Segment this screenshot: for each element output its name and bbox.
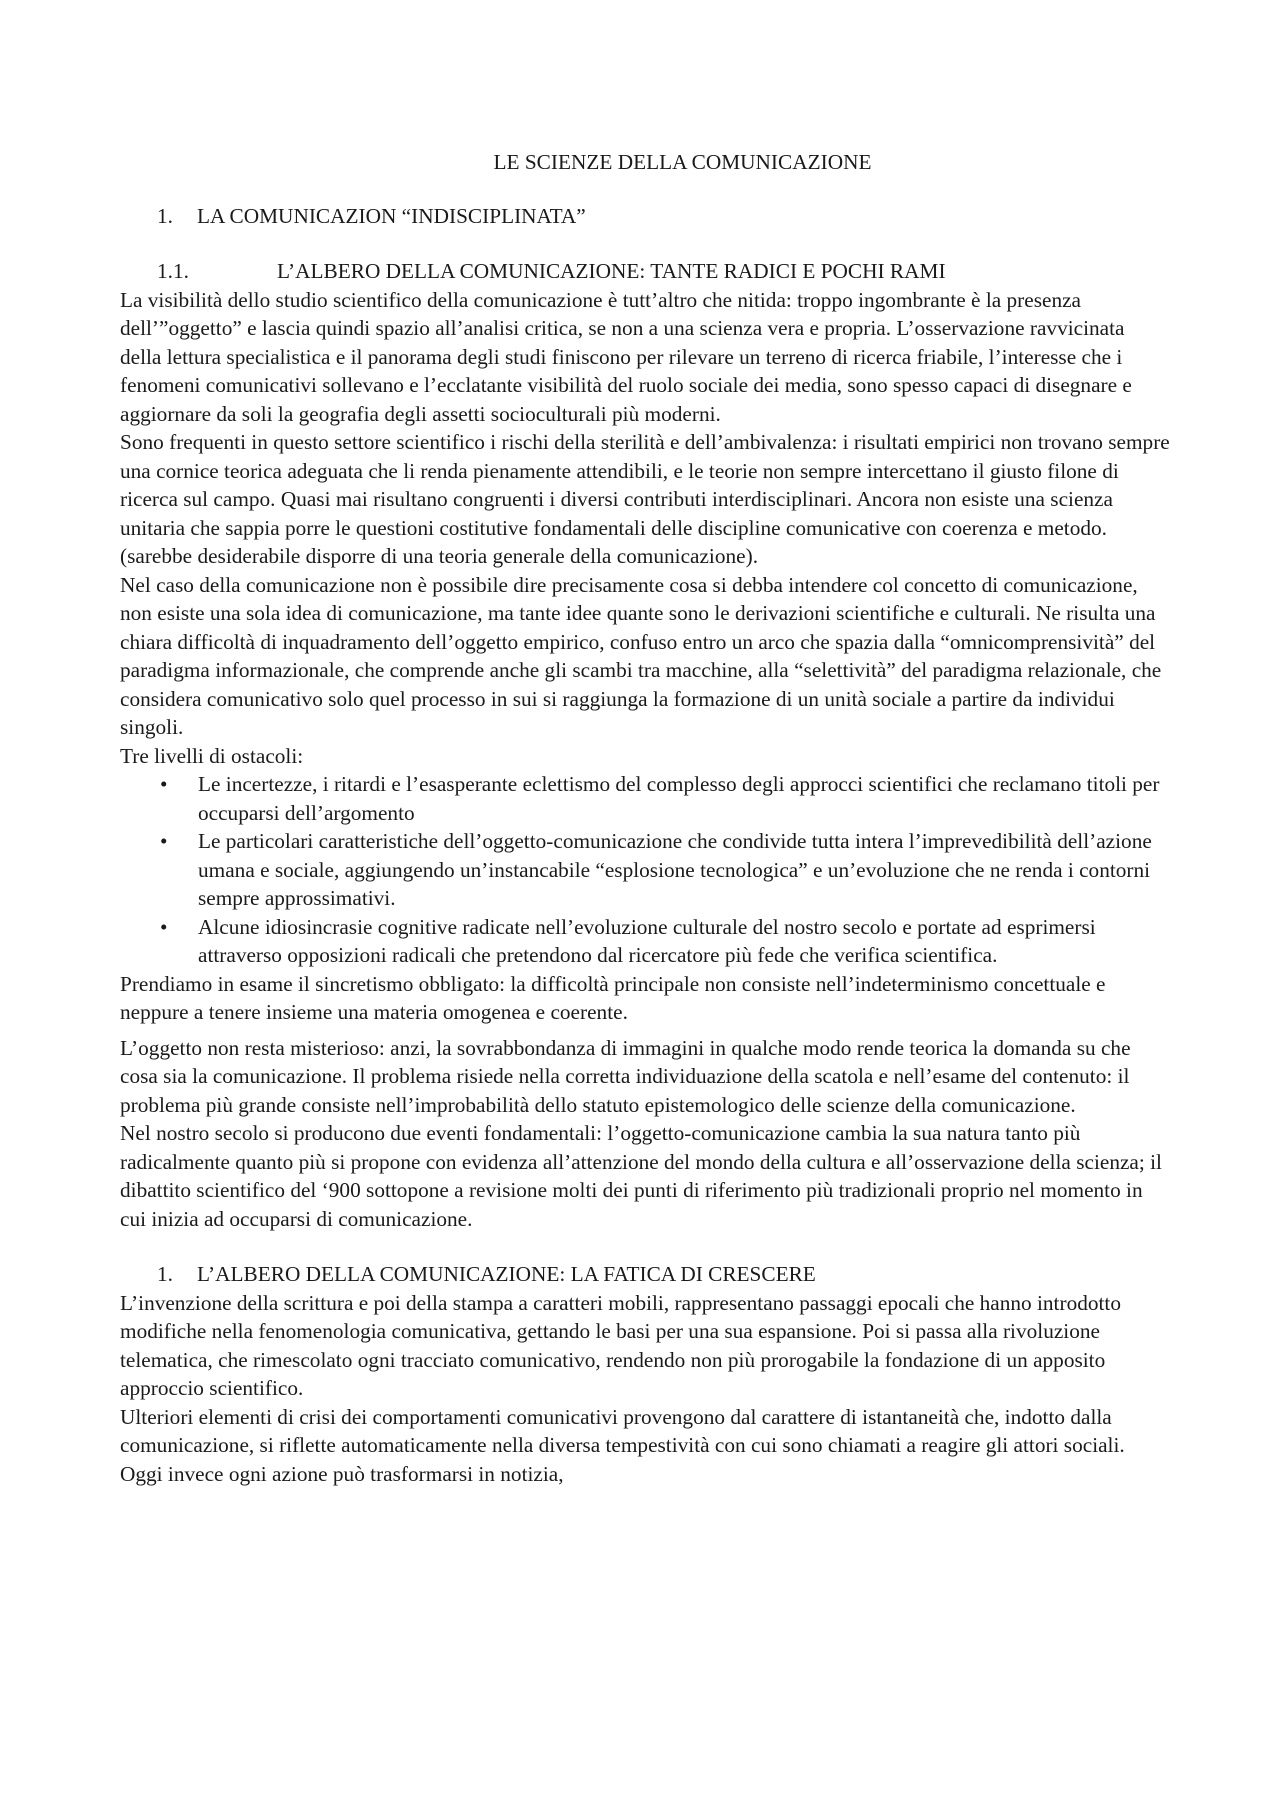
paragraph: L’oggetto non resta misterioso: anzi, la sovrabbondanza di immagini in qualche modo rende teorica la domanda su che cosa sia la comunicazione. Il problema risiede nella corretta individuazione della scatola e nell’esame del contenuto: il problema più grande consiste nell’improbabilità dello statuto epistemologico delle scienze della comunicazione.: [120, 1035, 1131, 1117]
bullet-icon: •: [160, 914, 168, 939]
paragraph: Sono frequenti in questo settore scientifico i rischi della sterilità e dell’ambivalenza: i risultati empirici non trovano sempre una cornice teorica adeguata che li renda pienamente attendibili, e le teorie non sempre intercettano il giusto filone di ricerca sul campo. Quasi mai risultano congruenti i diversi contributi interdisciplinari. Ancora non esiste una scienza unitaria che sappia porre le questioni costitutive fondamentali delle discipline comunicative con coerenza e metodo. (sarebbe desiderabile disporre di una teoria generale della comunicazione).: [120, 430, 1170, 568]
section-title: L’ALBERO DELLA COMUNICAZIONE: LA FATICA DI CRESCERE: [197, 1262, 816, 1286]
paragraph: Tre livelli di ostacoli:: [120, 743, 304, 768]
paragraph: Nel nostro secolo si producono due eventi fondamentali: l’oggetto-comunicazione cambia la sua natura tanto più radicalmente quanto più si propone con evidenza all’attenzione del mondo della cultura e all’osservazione della scienza; il dibattito scientifico del ‘900 sottopone a revisione molti dei punti di riferimento più tradizionali proprio nel momento in cui inizia ad occuparsi di comunicazione.: [120, 1121, 1162, 1231]
list-item: [120, 913, 1170, 970]
subsection-heading: [157, 257, 1170, 286]
list-item-text: Le particolari caratteristiche dell’oggetto-comunicazione che condivide tutta intera l’imprevedibilità dell’azione umana e sociale, aggiungendo un’instancabile “esplosione tecnologica” e un’evoluzione che ne renda i contorni sempre approssimativi.: [198, 829, 1152, 910]
section-heading-1: [157, 202, 1170, 231]
paragraph: Nel caso della comunicazione non è possibile dire precisamente cosa si debba intendere col concetto di comunicazione, non esiste una sola idea di comunicazione, ma tante idee quante sono le derivazioni scientifiche e culturali. Ne risulta una chiara difficoltà di inquadramento dell’oggetto empirico, confuso entro un arco che spazia dalla “omnicomprensività” del paradigma informazionale, che comprende anche gli scambi tra macchine, alla “selettività” del paradigma relazionale, che considera comunicativo solo quel processo in sui si raggiunga la formazione di un unità sociale a partire da individui singoli.: [120, 572, 1162, 739]
paragraph: La visibilità dello studio scientifico della comunicazione è tutt’altro che nitida: troppo ingombrante è la presenza dell’”oggetto” e lascia quindi spazio all’analisi critica, se non a una scienza vera e propria. L’osservazione ravvicinata della lettura specialistica e il panorama degli studi finiscono per rilevare un terreno di ricerca friabile, l’interesse che i fenomeni comunicativi sollevano e l’ecclatante visibilità del ruolo sociale dei media, sono spesso capaci di disegnare e aggiornare da soli la geografia degli assetti socioculturali più moderni.: [120, 287, 1132, 426]
bullet-icon: •: [160, 772, 168, 796]
paragraph: L’invenzione della scrittura e poi della stampa a caratteri mobili, rappresentano passaggi epocali che hanno introdotto modifiche nella fenomenologia comunicativa, gettando le basi per una sua espansione. Poi si passa alla rivoluzione telematica, che rimescolato ogni tracciato comunicativo, rendendo non più prorogabile la fondazione di un apposito approccio scientifico.: [120, 1290, 1121, 1400]
section-heading-2: [157, 1260, 1170, 1289]
paragraph: Prendiamo in esame il sincretismo obbligato: la difficoltà principale non consiste nell’indeterminismo concettuale e neppure a tenere insieme una materia omogenea e coerente.: [120, 971, 1106, 1024]
list-item-text: Alcune idiosincrasie cognitive radicate nell’evoluzione culturale del nostro secolo e portate ad esprimersi attraverso opposizioni radicali che pretendono dal ricercatore più fede che verifica scientifica.: [198, 914, 1096, 967]
section-number: 1.: [157, 1262, 173, 1286]
list-item: [120, 770, 1170, 827]
list-item: [120, 827, 1170, 913]
subsection-number: 1.1.: [157, 259, 189, 283]
subsection-title: L’ALBERO DELLA COMUNICAZIONE: TANTE RADICI E POCHI RAMI: [277, 259, 946, 283]
bullet-list: [120, 770, 1170, 970]
section-number: 1.: [157, 203, 173, 228]
paragraph: Ulteriori elementi di crisi dei comportamenti comunicativi provengono dal carattere di istantaneità che, indotto dalla comunicazione, si riflette automaticamente nella diversa tempestività con cui sono chiamati a reagire gli attori sociali. Oggi invece ogni azione può trasformarsi in notizia,: [120, 1404, 1125, 1486]
document-title: LE SCIENZE DELLA COMUNICAZIONE: [493, 150, 872, 174]
section-title: LA COMUNICAZION “INDISCIPLINATA”: [197, 203, 586, 228]
bullet-icon: •: [160, 829, 168, 853]
list-item-text: Le incertezze, i ritardi e l’esasperante eclettismo del complesso degli approcci scientifici che reclamano titoli per occuparsi dell’argomento: [198, 772, 1160, 825]
document-page: [120, 148, 1170, 1488]
